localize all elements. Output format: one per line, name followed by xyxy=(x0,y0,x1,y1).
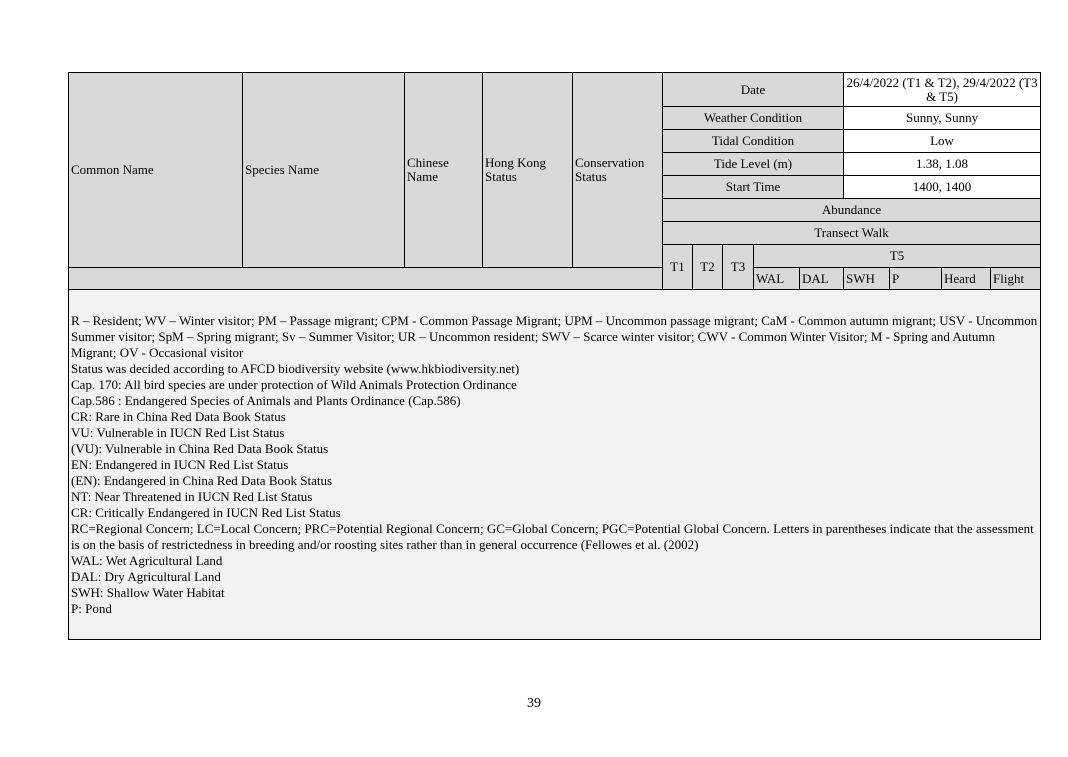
note-nt-iucn: NT: Near Threatened in IUCN Red List Status xyxy=(71,488,313,504)
header-conservation-status: Conservation Status xyxy=(573,73,663,268)
t5-heard: Heard xyxy=(942,268,991,290)
t5-dal: DAL xyxy=(800,268,844,290)
header-common-name: Common Name xyxy=(69,73,243,268)
note-cr-china: CR: Rare in China Red Data Book Status xyxy=(71,408,286,424)
t5-flight: Flight xyxy=(991,268,1041,290)
header-hk-status: Hong Kong Status xyxy=(483,73,573,268)
t5-swh: SWH xyxy=(844,268,890,290)
note-en-iucn: EN: Endangered in IUCN Red List Status xyxy=(71,456,289,472)
note-pond: P: Pond xyxy=(71,600,112,616)
transect-t2: T2 xyxy=(693,245,723,290)
note-swh: SWH: Shallow Water Habitat xyxy=(71,584,225,600)
weather-label: Weather Condition xyxy=(663,107,844,130)
header-chinese-name: Chinese Name xyxy=(405,73,483,268)
transect-walk-label: Transect Walk xyxy=(663,222,1041,245)
note-vu-china: (VU): Vulnerable in China Red Data Book Status xyxy=(71,440,329,456)
note-cr-iucn: CR: Critically Endangered in IUCN Red List Status xyxy=(71,504,341,520)
bird-survey-table xyxy=(68,72,1041,640)
transect-t5: T5 xyxy=(754,245,1041,268)
tidal-value: Low xyxy=(844,130,1041,153)
note-concern-codes: RC=Regional Concern; LC=Local Concern; PRC=Potential Regional Concern; GC=Global Concern; PGC=Potential Global Concern. Letters in parentheses indicate that the assessment is on the basis of restrictedness in breeding and/or roosting sites rather than in general occurrence (Fellowes et al. (2002) xyxy=(71,520,1034,552)
note-cap-170: Cap. 170: All bird species are under protection of Wild Animals Protection Ordinance xyxy=(71,376,517,392)
abundance-label: Abundance xyxy=(663,199,1041,222)
start-time-label: Start Time xyxy=(663,176,844,199)
date-value: 26/4/2022 (T1 & T2), 29/4/2022 (T3 & T5) xyxy=(844,73,1041,107)
tide-level-value: 1.38, 1.08 xyxy=(844,153,1041,176)
transect-t3: T3 xyxy=(723,245,754,290)
note-vu-iucn: VU: Vulnerable in IUCN Red List Status xyxy=(71,424,285,440)
start-time-value: 1400, 1400 xyxy=(844,176,1041,199)
note-status-source: Status was decided according to AFCD biodiversity website (www.hkbiodiversity.net) xyxy=(71,360,520,376)
page-number: 39 xyxy=(527,696,541,711)
legend-notes xyxy=(69,290,1041,640)
note-cap-586: Cap.586 : Endangered Species of Animals and Plants Ordinance (Cap.586) xyxy=(71,392,461,408)
t5-wal: WAL xyxy=(754,268,800,290)
tide-level-label: Tide Level (m) xyxy=(663,153,844,176)
weather-value: Sunny, Sunny xyxy=(844,107,1041,130)
date-label: Date xyxy=(663,73,844,107)
tidal-label: Tidal Condition xyxy=(663,130,844,153)
note-wal: WAL: Wet Agricultural Land xyxy=(71,552,223,568)
note-en-china: (EN): Endangered in China Red Data Book Status xyxy=(71,472,333,488)
t5-pond: P xyxy=(890,268,942,290)
header-species-name: Species Name xyxy=(243,73,405,268)
transect-t1: T1 xyxy=(663,245,693,290)
note-status-codes: R – Resident; WV – Winter visitor; PM – Passage migrant; CPM - Common Passage Migrant; UPM – Uncommon passage migrant; CaM - Common autumn migrant; USV - Uncommon Summer visitor; SpM – Spring migrant; Sv – Summer Visitor; UR – Uncommon resident; SWV – Scarce winter visitor; CWV - Common Winter Visitor; M - Spring and Autumn Migrant; OV - Occasional visitor xyxy=(71,312,1038,360)
note-dal: DAL: Dry Agricultural Land xyxy=(71,568,221,584)
